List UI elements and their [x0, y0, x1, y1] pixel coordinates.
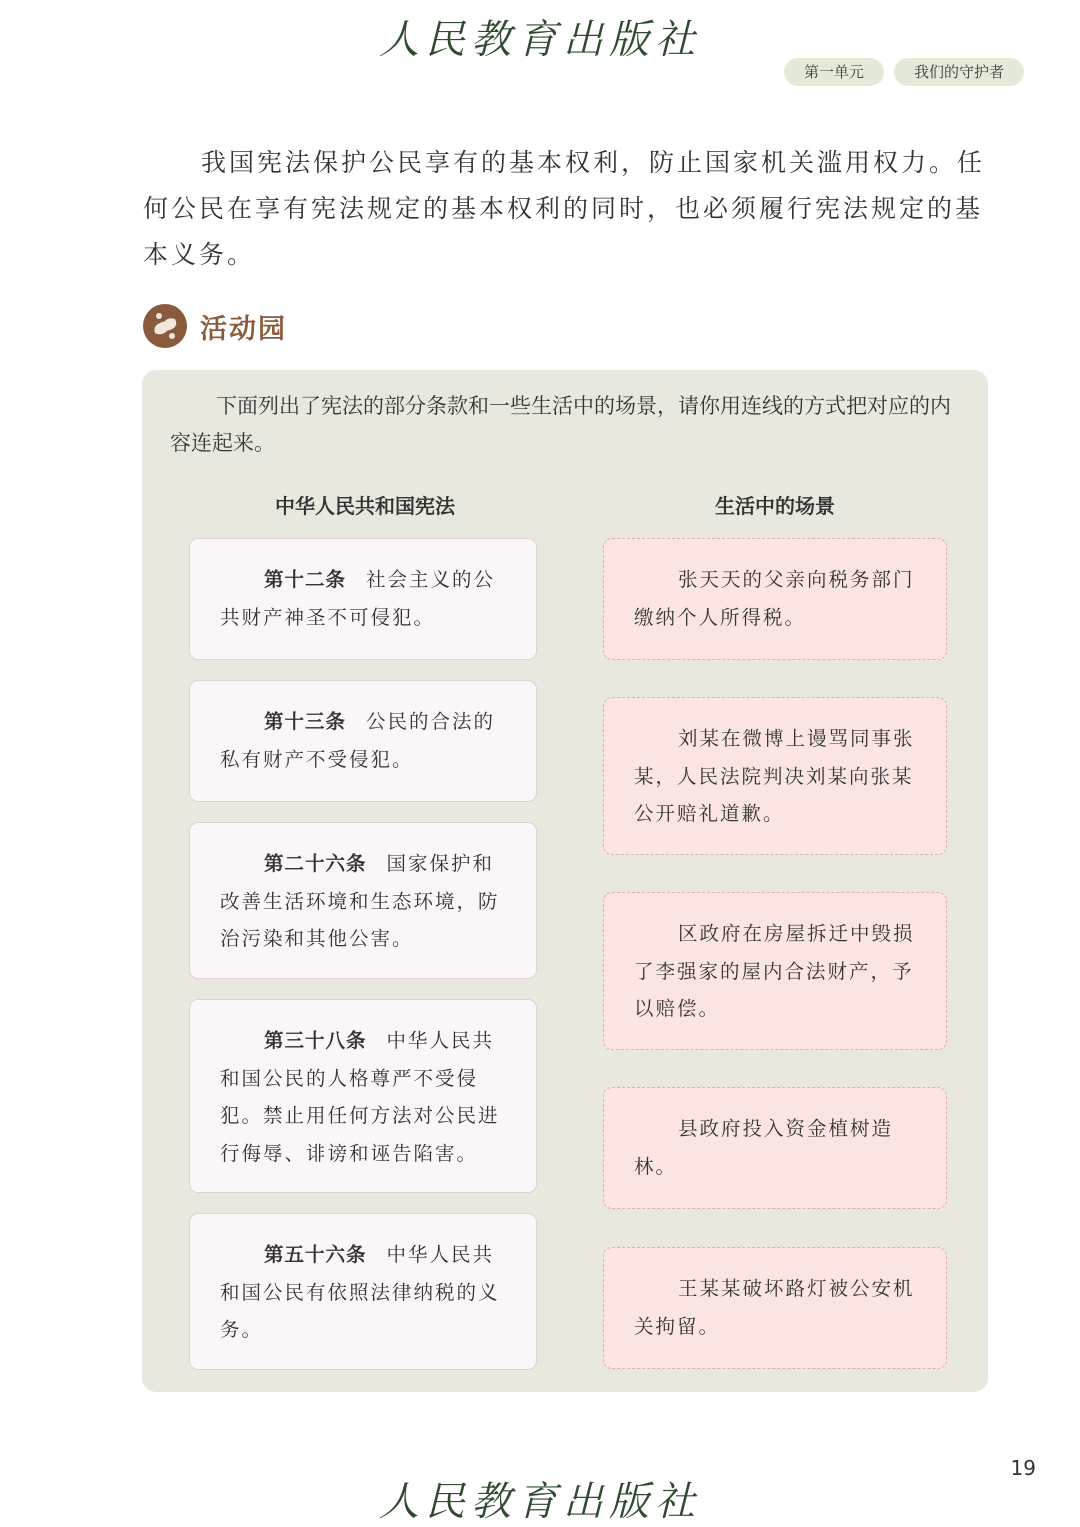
- instruction-text: 下面列出了宪法的部分条款和一些生活中的场景，请你用连线的方式把对应的内容连起来。: [170, 394, 951, 455]
- article-number: 第十二条: [264, 568, 347, 591]
- scene-text: 县政府投入资金植树造林。: [634, 1117, 894, 1178]
- scene-card[interactable]: [603, 697, 947, 855]
- scene-text: 区政府在房屋拆迁中毁损了李强家的屋内合法财产，予以赔偿。: [634, 922, 915, 1020]
- activity-heading: [142, 303, 287, 349]
- scene-text: 刘某在微博上谩骂同事张某，人民法院判决刘某向张某公开赔礼道歉。: [634, 727, 915, 825]
- hands-icon: [142, 303, 188, 349]
- article-text: 公民的合法的私有财产不受侵犯。: [220, 710, 496, 771]
- article-card[interactable]: [189, 1213, 537, 1370]
- article-text: 中华人民共和国公民有依照法律纳税的义务。: [220, 1243, 500, 1341]
- scene-text: 张天天的父亲向税务部门缴纳个人所得税。: [634, 568, 915, 629]
- unit-tags: [784, 58, 1024, 86]
- article-number: 第五十六条: [264, 1243, 367, 1266]
- activity-panel: [142, 370, 988, 1392]
- scene-text: 王某某破坏路灯被公安机关拘留。: [634, 1277, 915, 1338]
- scenes-column-header: 生活中的场景: [715, 494, 835, 518]
- scene-card[interactable]: [603, 538, 947, 660]
- lesson-tag: 我们的守护者: [894, 58, 1024, 86]
- page-number: 19: [1010, 1456, 1036, 1480]
- article-card[interactable]: [189, 538, 537, 660]
- scene-card[interactable]: [603, 1087, 947, 1209]
- unit-tag: 第一单元: [784, 58, 884, 86]
- article-text: 社会主义的公共财产神圣不可侵犯。: [220, 568, 496, 629]
- publisher-logo-top: 人民教育出版社: [379, 17, 701, 63]
- intro-text: 我国宪法保护公民享有的基本权利，防止国家机关滥用权力。任何公民在享有宪法规定的基本权利的同时，也必须履行宪法规定的基本义务。: [143, 148, 986, 269]
- article-number: 第三十八条: [264, 1029, 367, 1052]
- article-card[interactable]: [189, 822, 537, 979]
- activity-instruction: [170, 388, 965, 462]
- intro-paragraph: [143, 140, 1003, 278]
- activity-title: 活动园: [200, 313, 287, 345]
- scene-card[interactable]: [603, 1247, 947, 1369]
- scene-card[interactable]: [603, 892, 947, 1050]
- article-text: 国家保护和改善生活环境和生态环境，防治污染和其他公害。: [220, 852, 500, 950]
- constitution-column-header: 中华人民共和国宪法: [275, 494, 455, 518]
- article-text: 中华人民共和国公民的人格尊严不受侵犯。禁止用任何方法对公民进行侮辱、诽谤和诬告陷害。: [220, 1029, 500, 1165]
- article-card[interactable]: [189, 999, 537, 1193]
- article-number: 第十三条: [264, 710, 347, 733]
- article-number: 第二十六条: [264, 852, 367, 875]
- publisher-logo-bottom: 人民教育出版社: [379, 1479, 701, 1525]
- article-card[interactable]: [189, 680, 537, 802]
